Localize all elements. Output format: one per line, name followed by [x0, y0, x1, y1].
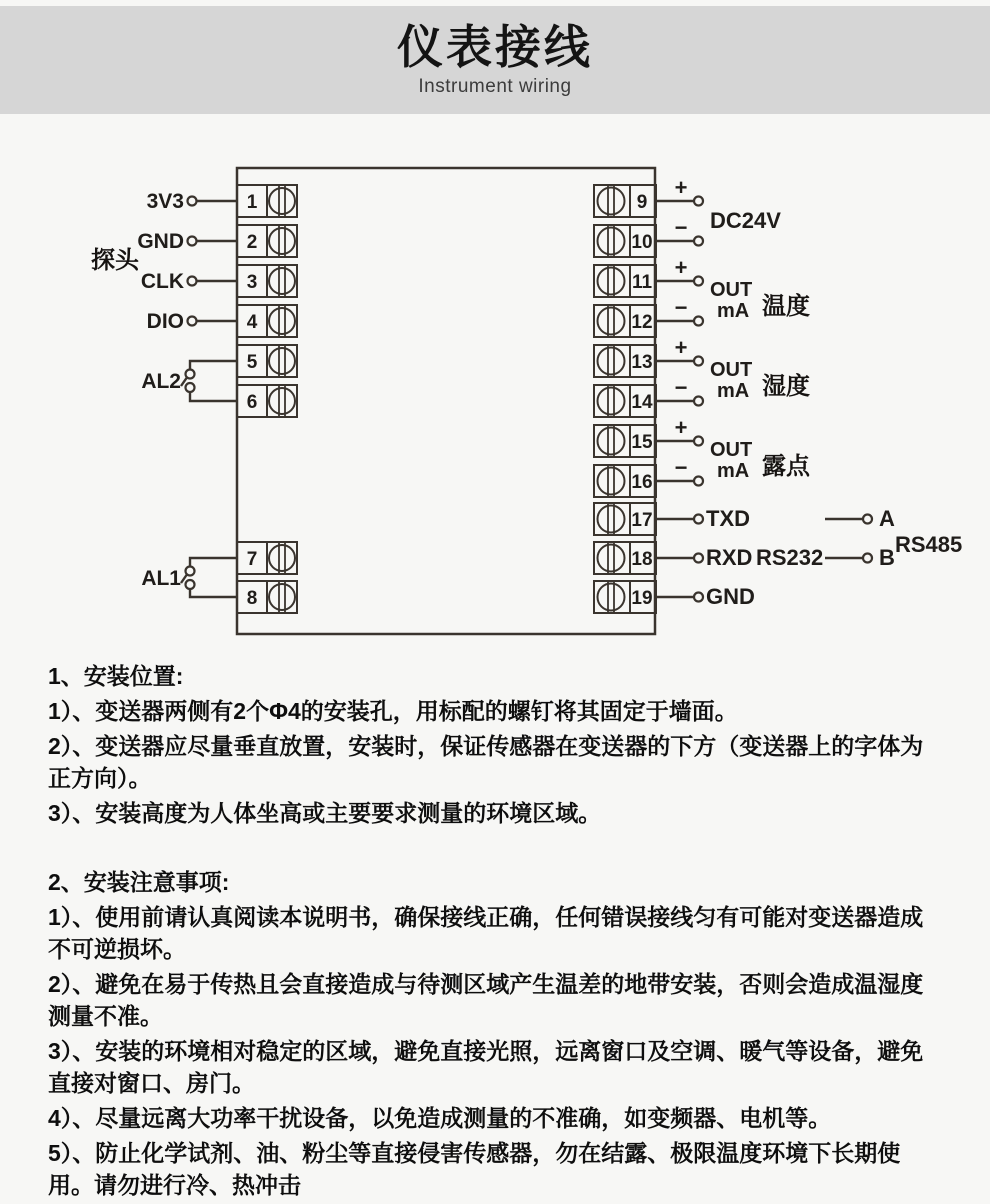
- minus-sign: −: [674, 215, 688, 240]
- terminal-number: 11: [631, 272, 653, 293]
- page-header: [0, 6, 990, 114]
- terminal-number: 15: [631, 432, 653, 453]
- al2-label: AL2: [141, 370, 181, 393]
- section-2-heading: 2、安装注意事项:: [48, 869, 230, 895]
- plus-sign: +: [674, 255, 688, 280]
- terminal-number: 8: [246, 588, 258, 609]
- pin-label-3v3: 3V3: [146, 190, 184, 213]
- terminal-number: 6: [246, 392, 258, 413]
- terminal-number: 2: [246, 232, 258, 253]
- out-label: OUT: [710, 279, 753, 301]
- dc24v-label: DC24V: [710, 208, 781, 233]
- terminal-number: 19: [631, 588, 653, 609]
- rs485-a-label: A: [879, 506, 895, 531]
- section-1-heading: 1、安装位置:: [48, 663, 184, 689]
- rs485-label: RS485: [895, 532, 963, 557]
- minus-sign: −: [674, 375, 688, 400]
- ma-label: mA: [717, 460, 750, 482]
- pin-label-clk: CLK: [140, 270, 184, 293]
- terminal-number: 1: [246, 192, 258, 213]
- wiring-diagram: [0, 125, 990, 655]
- note-item: 1）、变送器两侧有2个Φ4的安装孔，用标配的螺钉将其固定于墙面。: [48, 698, 738, 724]
- terminal-number: 13: [631, 352, 653, 373]
- installation-notes: [0, 652, 990, 1204]
- terminal-number: 17: [631, 510, 653, 531]
- terminal-number: 3: [246, 272, 258, 293]
- plus-sign: +: [674, 175, 688, 200]
- probe-wires: [188, 197, 238, 326]
- note-item: 5）、防止化学试剂、油、粉尘等直接侵害传感器，勿在结露、极限温度环境下长期使用。请勿进行冷、热冲击: [48, 1140, 901, 1198]
- transmitter-outline: [237, 168, 655, 634]
- dewpoint-output-label: 露点: [762, 453, 810, 480]
- pin-label-dio: DIO: [146, 310, 184, 333]
- terminal-number: 4: [246, 312, 258, 333]
- al1-label: AL1: [141, 567, 181, 590]
- ma-label: mA: [717, 380, 750, 402]
- note-item: 2）、变送器应尽量垂直放置，安装时，保证传感器在变送器的下方（变送器上的字体为正方向）。: [48, 733, 924, 791]
- out-label: OUT: [710, 439, 753, 461]
- pin-label-gnd: GND: [137, 230, 184, 253]
- terminal-number: 7: [246, 549, 258, 570]
- terminal-number: 12: [631, 312, 653, 333]
- terminal-number: 10: [631, 232, 653, 253]
- terminal-number: 18: [631, 549, 653, 570]
- rxd-label: RXD: [706, 545, 753, 570]
- terminal-number: 16: [631, 472, 653, 493]
- out-label: OUT: [710, 359, 753, 381]
- note-item: 3）、安装高度为人体坐高或主要要求测量的环境区域。: [48, 800, 602, 826]
- al1-contact: [181, 558, 237, 597]
- probe-label: 探头: [91, 247, 139, 274]
- terminal-number: 5: [246, 352, 258, 373]
- rs485-wires: [825, 515, 872, 563]
- minus-sign: −: [674, 295, 688, 320]
- al2-contact: [181, 361, 237, 401]
- temperature-output-label: 温度: [762, 293, 810, 320]
- note-item: 3）、安装的环境相对稳定的区域，避免直接光照，远离窗口及空调、暖气等设备，避免直接对窗口、房门。: [48, 1038, 924, 1096]
- humidity-output-label: 湿度: [762, 373, 810, 400]
- plus-sign: +: [674, 415, 688, 440]
- gnd-label: GND: [706, 584, 755, 609]
- note-item: 4）、尽量远离大功率干扰设备，以免造成测量的不准确，如变频器、电机等。: [48, 1105, 832, 1131]
- page-subtitle: Instrument wiring: [418, 76, 572, 98]
- note-item: 1）、使用前请认真阅读本说明书，确保接线正确，任何错误接线匀有可能对变送器造成不可逆损坏。: [48, 904, 924, 962]
- ma-label: mA: [717, 300, 750, 322]
- txd-label: TXD: [706, 506, 750, 531]
- plus-sign: +: [674, 335, 688, 360]
- page-title: 仪表接线: [397, 20, 593, 73]
- rs232-label: RS232: [756, 545, 824, 570]
- terminal-number: 14: [631, 392, 653, 413]
- minus-sign: −: [674, 455, 688, 480]
- terminal-number: 9: [636, 192, 648, 213]
- rs485-b-label: B: [879, 545, 895, 570]
- note-item: 2）、避免在易于传热且会直接造成与待测区域产生温差的地带安装，否则会造成温湿度测量不准。: [48, 971, 924, 1029]
